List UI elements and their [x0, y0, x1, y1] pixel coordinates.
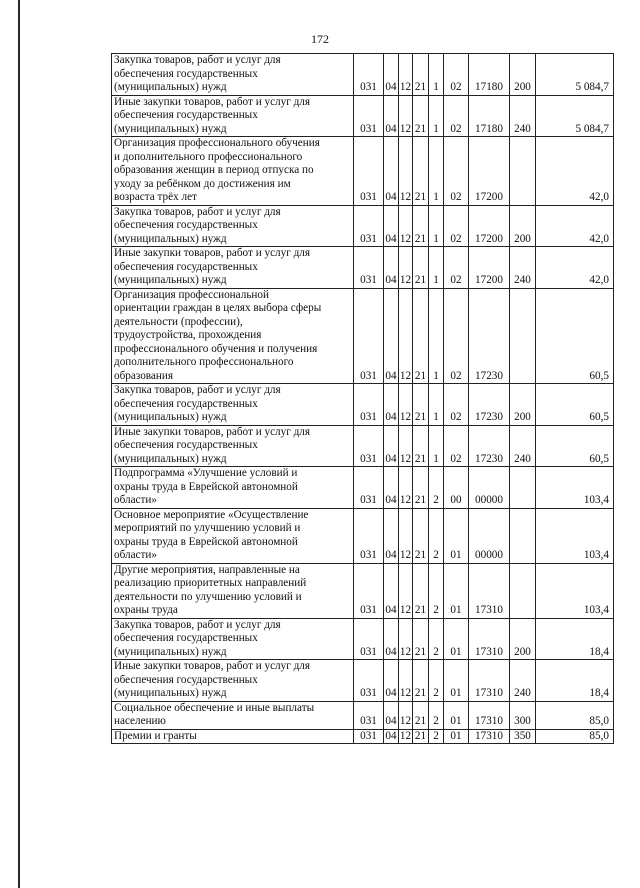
event-code: 01	[444, 660, 469, 702]
expense-type-code	[510, 288, 536, 384]
row-name-line: обеспечения государственных	[114, 260, 258, 273]
row-name-cell	[112, 205, 354, 247]
row-name-line: Социальное обеспечение и иные выплаты	[114, 701, 315, 714]
direction-code: 17230	[469, 425, 510, 467]
subprogram-code: 2	[429, 660, 444, 702]
row-name-line: Закупка товаров, работ и услуг для	[114, 54, 281, 66]
direction-code: 17310	[469, 729, 510, 744]
table-row	[112, 660, 614, 702]
row-name-line: (муниципальных) нужд	[114, 274, 227, 286]
table-row	[112, 618, 614, 660]
row-name-line: обеспечения государственных	[114, 219, 258, 231]
direction-code: 17180	[469, 95, 510, 137]
subsection-code: 12	[399, 247, 413, 289]
subprogram-code: 2	[429, 729, 444, 744]
event-code: 01	[444, 508, 469, 563]
subprogram-code: 2	[429, 508, 444, 563]
row-name-line: Организация профессионального обучения	[114, 137, 320, 149]
row-name-line: обеспечения государственных	[114, 439, 258, 451]
amount-cell: 5 084,7	[536, 54, 614, 96]
amount-cell: 18,4	[536, 660, 614, 702]
page-number: 172	[311, 32, 329, 46]
program-code: 21	[413, 425, 429, 467]
admin-code: 031	[354, 701, 384, 729]
program-code: 21	[413, 467, 429, 509]
table-row	[112, 701, 614, 729]
subprogram-code: 2	[429, 563, 444, 618]
row-name-line: Закупка товаров, работ и услуг для	[114, 205, 281, 218]
direction-code: 00000	[469, 467, 510, 509]
table-body	[112, 54, 614, 744]
amount-cell: 60,5	[536, 425, 614, 467]
row-name-line: реализацию приоритетных направлений	[114, 577, 307, 589]
table-row	[112, 508, 614, 563]
subprogram-code: 1	[429, 137, 444, 206]
amount-cell: 60,5	[536, 288, 614, 384]
subsection-code: 12	[399, 701, 413, 729]
direction-code: 17180	[469, 54, 510, 96]
row-name-cell	[112, 137, 354, 206]
row-name-line: Иные закупки товаров, работ и услуг для	[114, 660, 311, 672]
program-code: 21	[413, 701, 429, 729]
event-code: 02	[444, 247, 469, 289]
subsection-code: 12	[399, 54, 413, 96]
program-code: 21	[413, 618, 429, 660]
section-code: 04	[384, 384, 399, 426]
expense-type-code: 200	[510, 205, 536, 247]
direction-code: 17310	[469, 660, 510, 702]
budget-table	[111, 53, 614, 744]
program-code: 21	[413, 660, 429, 702]
row-name-cell	[112, 563, 354, 618]
program-code: 21	[413, 729, 429, 744]
section-code: 04	[384, 425, 399, 467]
table-row	[112, 288, 614, 384]
row-name-line: области»	[114, 549, 157, 561]
row-name-line: охраны труда в Еврейской автономной	[114, 535, 298, 548]
table-row	[112, 729, 614, 744]
section-code: 04	[384, 247, 399, 289]
program-code: 21	[413, 205, 429, 247]
admin-code: 031	[354, 660, 384, 702]
direction-code: 17310	[469, 618, 510, 660]
event-code: 01	[444, 729, 469, 744]
subsection-code: 12	[399, 618, 413, 660]
subsection-code: 12	[399, 137, 413, 206]
row-name-line: деятельности (профессии),	[114, 315, 243, 328]
section-code: 04	[384, 95, 399, 137]
row-name-line: Основное мероприятие «Осуществление	[114, 508, 309, 521]
row-name-line: обеспечения государственных	[114, 632, 258, 644]
row-name-line: (муниципальных) нужд	[114, 411, 227, 423]
program-code: 21	[413, 247, 429, 289]
section-code: 04	[384, 137, 399, 206]
subsection-code: 12	[399, 288, 413, 384]
expense-type-code: 200	[510, 384, 536, 426]
program-code: 21	[413, 54, 429, 96]
row-name-line: охраны труда в Еврейской автономной	[114, 480, 298, 493]
row-name-cell	[112, 425, 354, 467]
subprogram-code: 1	[429, 95, 444, 137]
subprogram-code: 1	[429, 288, 444, 384]
direction-code: 17230	[469, 384, 510, 426]
row-name-line: дополнительного профессионального	[114, 356, 294, 368]
subsection-code: 12	[399, 563, 413, 618]
row-name-line: Иные закупки товаров, работ и услуг для	[114, 425, 311, 438]
row-name-cell	[112, 288, 354, 384]
row-name-line: уходу за ребёнком до достижения им	[114, 177, 291, 190]
row-name-line: населению	[114, 715, 166, 727]
table-row	[112, 54, 614, 96]
section-code: 04	[384, 660, 399, 702]
row-name-line: (муниципальных) нужд	[114, 81, 227, 93]
admin-code: 031	[354, 205, 384, 247]
row-name-line: и дополнительного профессионального	[114, 150, 303, 163]
admin-code: 031	[354, 288, 384, 384]
row-name-line: Организация профессиональной	[114, 288, 269, 301]
row-name-line: Закупка товаров, работ и услуг для	[114, 618, 281, 631]
row-name-line: (муниципальных) нужд	[114, 687, 227, 699]
row-name-line: (муниципальных) нужд	[114, 452, 227, 465]
row-name-cell	[112, 95, 354, 137]
direction-code: 00000	[469, 508, 510, 563]
table-row	[112, 205, 614, 247]
table-row	[112, 384, 614, 426]
program-code: 21	[413, 384, 429, 426]
admin-code: 031	[354, 467, 384, 509]
table-row	[112, 467, 614, 509]
subprogram-code: 2	[429, 701, 444, 729]
row-name-cell	[112, 729, 354, 744]
amount-cell: 42,0	[536, 205, 614, 247]
scan-edge-line	[18, 0, 20, 888]
row-name-line: ориентации граждан в целях выбора сферы	[114, 302, 322, 314]
subprogram-code: 1	[429, 425, 444, 467]
event-code: 01	[444, 701, 469, 729]
admin-code: 031	[354, 729, 384, 744]
program-code: 21	[413, 563, 429, 618]
amount-cell: 42,0	[536, 137, 614, 206]
expense-type-code: 240	[510, 95, 536, 137]
subprogram-code: 1	[429, 247, 444, 289]
section-code: 04	[384, 508, 399, 563]
direction-code: 17200	[469, 137, 510, 206]
expense-type-code	[510, 508, 536, 563]
subsection-code: 12	[399, 384, 413, 426]
direction-code: 17200	[469, 205, 510, 247]
subprogram-code: 1	[429, 384, 444, 426]
row-name-line: трудоустройства, прохождения	[114, 329, 262, 341]
amount-cell: 85,0	[536, 701, 614, 729]
direction-code: 17230	[469, 288, 510, 384]
admin-code: 031	[354, 618, 384, 660]
expense-type-code: 240	[510, 425, 536, 467]
table-row	[112, 563, 614, 618]
table-row	[112, 425, 614, 467]
event-code: 02	[444, 384, 469, 426]
row-name-cell	[112, 467, 354, 509]
admin-code: 031	[354, 247, 384, 289]
row-name-cell	[112, 384, 354, 426]
program-code: 21	[413, 95, 429, 137]
admin-code: 031	[354, 425, 384, 467]
row-name-cell	[112, 660, 354, 702]
row-name-cell	[112, 701, 354, 729]
section-code: 04	[384, 467, 399, 509]
row-name-line: охраны труда	[114, 604, 178, 616]
row-name-line: (муниципальных) нужд	[114, 122, 227, 135]
subprogram-code: 1	[429, 54, 444, 96]
section-code: 04	[384, 54, 399, 96]
expense-type-code: 350	[510, 729, 536, 744]
event-code: 02	[444, 205, 469, 247]
admin-code: 031	[354, 508, 384, 563]
subprogram-code: 2	[429, 467, 444, 509]
subsection-code: 12	[399, 467, 413, 509]
admin-code: 031	[354, 95, 384, 137]
row-name-line: образования женщин в период отпуска по	[114, 164, 314, 176]
row-name-line: мероприятий по улучшению условий и	[114, 522, 301, 534]
row-name-line: Подпрограмма «Улучшение условий и	[114, 467, 298, 479]
event-code: 01	[444, 618, 469, 660]
expense-type-code	[510, 467, 536, 509]
row-name-line: обеспечения государственных	[114, 673, 258, 686]
amount-cell: 103,4	[536, 563, 614, 618]
program-code: 21	[413, 288, 429, 384]
table-row	[112, 247, 614, 289]
expense-type-code: 200	[510, 618, 536, 660]
expense-type-code: 200	[510, 54, 536, 96]
amount-cell: 5 084,7	[536, 95, 614, 137]
row-name-line: Закупка товаров, работ и услуг для	[114, 384, 281, 396]
table-row	[112, 95, 614, 137]
row-name-line: возраста трёх лет	[114, 191, 197, 203]
section-code: 04	[384, 288, 399, 384]
amount-cell: 60,5	[536, 384, 614, 426]
row-name-cell	[112, 618, 354, 660]
row-name-line: обеспечения государственных	[114, 397, 258, 410]
row-name-line: области»	[114, 494, 157, 506]
subprogram-code: 2	[429, 618, 444, 660]
row-name-line: профессионального обучения и получения	[114, 342, 318, 355]
row-name-cell	[112, 247, 354, 289]
row-name-line: (муниципальных) нужд	[114, 232, 227, 245]
admin-code: 031	[354, 137, 384, 206]
subsection-code: 12	[399, 425, 413, 467]
amount-cell: 85,0	[536, 729, 614, 744]
expense-type-code: 240	[510, 660, 536, 702]
program-code: 21	[413, 137, 429, 206]
section-code: 04	[385, 729, 397, 742]
subsection-code: 12	[399, 660, 413, 702]
subsection-code: 12	[399, 729, 412, 742]
section-code: 04	[384, 205, 399, 247]
amount-cell: 103,4	[536, 467, 614, 509]
admin-code: 031	[354, 384, 384, 426]
subprogram-code: 1	[429, 205, 444, 247]
row-name-line: обеспечения государственных	[114, 109, 258, 121]
expense-type-code	[510, 563, 536, 618]
row-name-line: Иные закупки товаров, работ и услуг для	[114, 95, 311, 108]
row-name-line: Другие мероприятия, направленные на	[114, 563, 300, 576]
section-code: 04	[384, 563, 399, 618]
amount-cell: 42,0	[536, 247, 614, 289]
subsection-code: 12	[399, 508, 413, 563]
event-code: 02	[444, 425, 469, 467]
table-row	[112, 137, 614, 206]
event-code: 00	[444, 467, 469, 509]
section-code: 04	[384, 701, 399, 729]
subsection-code: 12	[399, 95, 413, 137]
program-code: 21	[413, 508, 429, 563]
direction-code: 17200	[469, 247, 510, 289]
event-code: 02	[444, 288, 469, 384]
amount-cell: 18,4	[536, 618, 614, 660]
event-code: 02	[444, 95, 469, 137]
amount-cell: 103,4	[536, 508, 614, 563]
row-name-line: Премии и гранты	[114, 729, 197, 742]
section-code: 04	[384, 618, 399, 660]
event-code: 02	[444, 54, 469, 96]
expense-type-code: 240	[510, 247, 536, 289]
row-name-line: образования	[114, 369, 174, 382]
admin-code: 031	[354, 563, 384, 618]
admin-code: 031	[354, 54, 384, 96]
row-name-line: обеспечения государственных	[114, 67, 258, 80]
event-code: 02	[444, 137, 469, 206]
row-name-cell	[112, 54, 354, 96]
row-name-cell	[112, 508, 354, 563]
subsection-code: 12	[399, 205, 413, 247]
expense-type-code: 300	[510, 701, 536, 729]
direction-code: 17310	[469, 563, 510, 618]
expense-type-code	[510, 137, 536, 206]
direction-code: 17310	[469, 701, 510, 729]
row-name-line: (муниципальных) нужд	[114, 645, 227, 658]
event-code: 01	[444, 563, 469, 618]
row-name-line: деятельности по улучшению условий и	[114, 590, 302, 603]
row-name-line: Иные закупки товаров, работ и услуг для	[114, 247, 311, 259]
